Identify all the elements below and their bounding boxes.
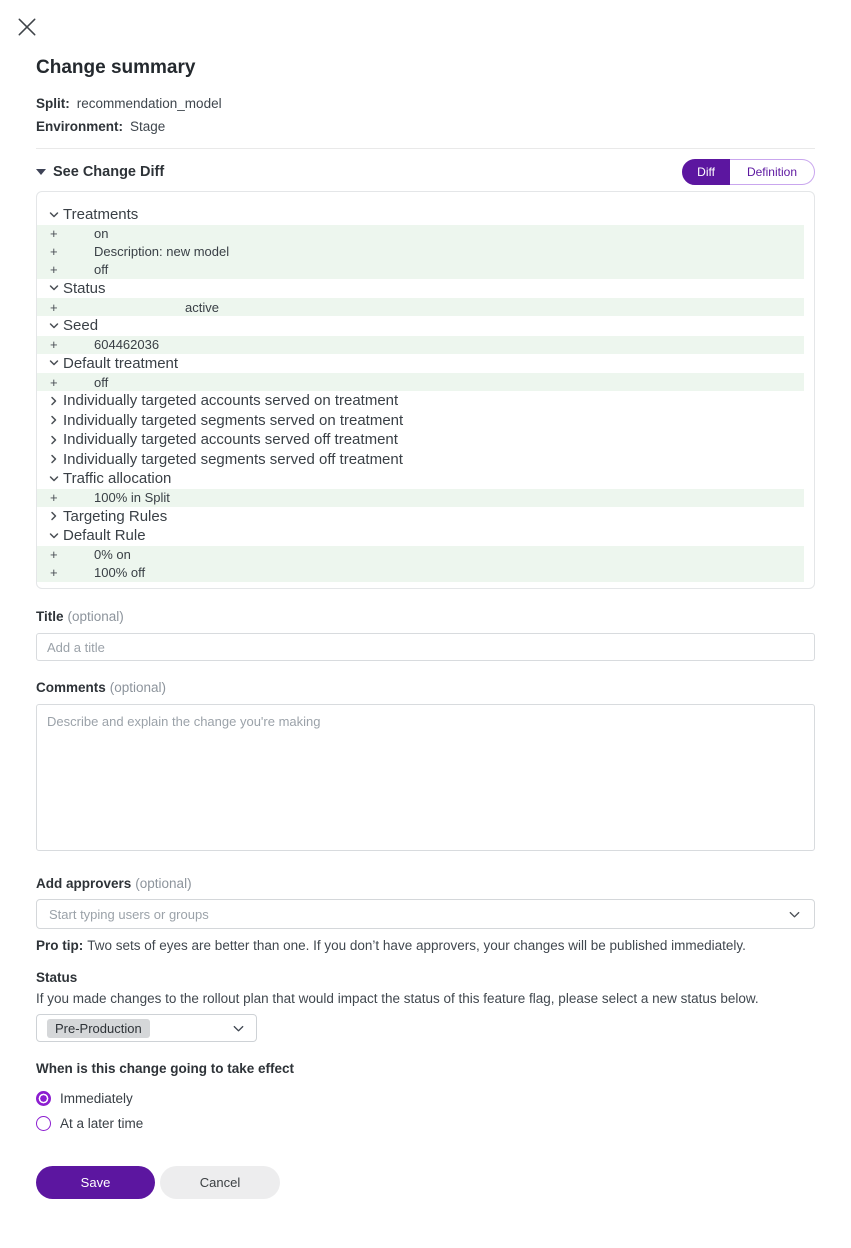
chevron-down-icon xyxy=(47,472,60,485)
diff-definition-toggle xyxy=(682,159,815,185)
save-button[interactable]: Save xyxy=(36,1166,155,1199)
caret-down-icon xyxy=(36,169,46,175)
diff-section-label: Individually targeted segments served on treatment xyxy=(63,411,404,429)
plus-icon: + xyxy=(50,547,58,562)
effect-options xyxy=(36,1086,815,1136)
approvers-field-label: Add approvers (optional) xyxy=(36,876,192,891)
pro-tip-text: Two sets of eyes are better than one. If you don’t have approvers, your changes will be published immediately. xyxy=(87,938,746,953)
diff-section-label: Default Rule xyxy=(63,527,146,545)
chevron-down-icon xyxy=(47,357,60,370)
diff-tree-section[interactable] xyxy=(37,526,814,546)
split-value: recommendation_model xyxy=(76,96,222,111)
chevron-down-icon xyxy=(47,282,60,295)
diff-section-label: Treatments xyxy=(63,206,139,224)
chevron-right-icon xyxy=(47,394,60,407)
radio-label: Immediately xyxy=(60,1091,133,1106)
diff-tree-section[interactable] xyxy=(37,507,814,527)
title-input[interactable] xyxy=(36,633,815,661)
split-meta-row xyxy=(36,96,815,112)
diff-section-label: Default treatment xyxy=(63,354,179,372)
diff-tree-section[interactable] xyxy=(37,411,814,431)
diff-added-text: 0% on xyxy=(94,547,131,562)
diff-added-text: active xyxy=(185,299,219,315)
approvers-placeholder: Start typing users or groups xyxy=(49,906,209,922)
title-field-label: Title (optional) xyxy=(36,609,124,624)
radio-unselected-icon[interactable] xyxy=(36,1116,51,1131)
diff-section-label: Individually targeted segments served off treatment xyxy=(63,450,403,468)
diff-tree-section[interactable] xyxy=(37,430,814,450)
diff-tree-section[interactable] xyxy=(37,354,814,374)
diff-section-label: Individually targeted accounts served on treatment xyxy=(63,392,399,410)
status-select[interactable] xyxy=(36,1014,257,1042)
diff-added-row xyxy=(37,373,804,391)
diff-added-row xyxy=(37,546,804,564)
diff-tree-section[interactable] xyxy=(37,391,814,411)
diff-added-text: 604462036 xyxy=(94,337,160,352)
diff-added-text: off xyxy=(94,262,109,277)
chevron-down-icon xyxy=(47,319,60,332)
environment-meta-row xyxy=(36,119,815,135)
diff-added-row xyxy=(37,261,804,279)
plus-icon: + xyxy=(50,337,58,352)
diff-tree-section[interactable] xyxy=(37,316,814,336)
chevron-down-icon xyxy=(787,907,802,922)
tab-diff[interactable]: Diff xyxy=(682,159,730,185)
plus-icon: + xyxy=(50,226,58,241)
split-label: Split: xyxy=(36,96,70,111)
diff-added-row xyxy=(37,489,804,507)
chevron-right-icon xyxy=(47,510,60,523)
diff-tree-section[interactable] xyxy=(37,205,814,225)
diff-tree-section[interactable] xyxy=(37,450,814,470)
chevron-right-icon xyxy=(47,433,60,446)
chevron-right-icon xyxy=(47,414,60,427)
tab-definition[interactable]: Definition xyxy=(730,159,815,185)
status-description: If you made changes to the rollout plan that would impact the status of this feature flag, please select a new status below. xyxy=(36,991,759,1006)
diff-section-label: Traffic allocation xyxy=(63,470,172,488)
diff-added-row xyxy=(37,564,804,582)
see-change-diff-collapse[interactable] xyxy=(36,164,164,180)
environment-label: Environment: xyxy=(36,119,124,134)
divider xyxy=(36,148,815,149)
pro-tip xyxy=(36,937,815,954)
diff-section-label: Seed xyxy=(63,317,99,335)
status-selected-tag: Pre-Production xyxy=(47,1019,150,1038)
radio-label: At a later time xyxy=(60,1116,144,1131)
approvers-input[interactable] xyxy=(36,899,815,929)
diff-section-label: Individually targeted accounts served off treatment xyxy=(63,431,398,449)
environment-value: Stage xyxy=(130,119,166,134)
diff-added-row xyxy=(37,225,804,243)
chevron-down-icon xyxy=(231,1021,246,1036)
diff-added-text: 100% in Split xyxy=(94,490,170,505)
diff-added-text: Description: new model xyxy=(94,244,230,259)
diff-added-row xyxy=(37,336,804,354)
plus-icon: + xyxy=(50,262,58,277)
see-change-diff-label: See Change Diff xyxy=(53,163,165,180)
diff-section-label: Targeting Rules xyxy=(63,507,168,525)
radio-option-at-a-later-time[interactable] xyxy=(36,1111,815,1136)
plus-icon: + xyxy=(50,565,58,580)
diff-added-row xyxy=(37,243,804,261)
cancel-button[interactable]: Cancel xyxy=(160,1166,280,1199)
plus-icon: + xyxy=(50,374,58,390)
diff-section-label: Status xyxy=(63,279,106,297)
chevron-right-icon xyxy=(47,453,60,466)
status-section-label: Status xyxy=(36,970,78,985)
chevron-down-icon xyxy=(47,208,60,221)
diff-added-text: on xyxy=(94,226,109,241)
plus-icon: + xyxy=(50,244,58,259)
plus-icon: + xyxy=(50,299,58,315)
page-title: Change summary xyxy=(36,57,196,78)
plus-icon: + xyxy=(50,490,58,505)
diff-added-text: off xyxy=(94,374,109,390)
diff-tree-section[interactable] xyxy=(37,469,814,489)
action-buttons xyxy=(36,1166,815,1199)
radio-option-immediately[interactable] xyxy=(36,1086,815,1111)
diff-added-row xyxy=(37,298,804,316)
diff-added-text: 100% off xyxy=(94,565,146,580)
diff-tree-section[interactable] xyxy=(37,279,814,299)
radio-selected-icon[interactable] xyxy=(36,1091,51,1106)
pro-tip-label: Pro tip: xyxy=(36,938,84,953)
effect-section-label: When is this change going to take effect xyxy=(36,1061,295,1076)
chevron-down-icon xyxy=(47,529,60,542)
comments-field-label: Comments (optional) xyxy=(36,680,167,695)
diff-header xyxy=(36,158,815,185)
change-diff-panel xyxy=(36,191,815,589)
comments-textarea[interactable] xyxy=(36,704,815,851)
close-icon[interactable] xyxy=(14,14,40,40)
